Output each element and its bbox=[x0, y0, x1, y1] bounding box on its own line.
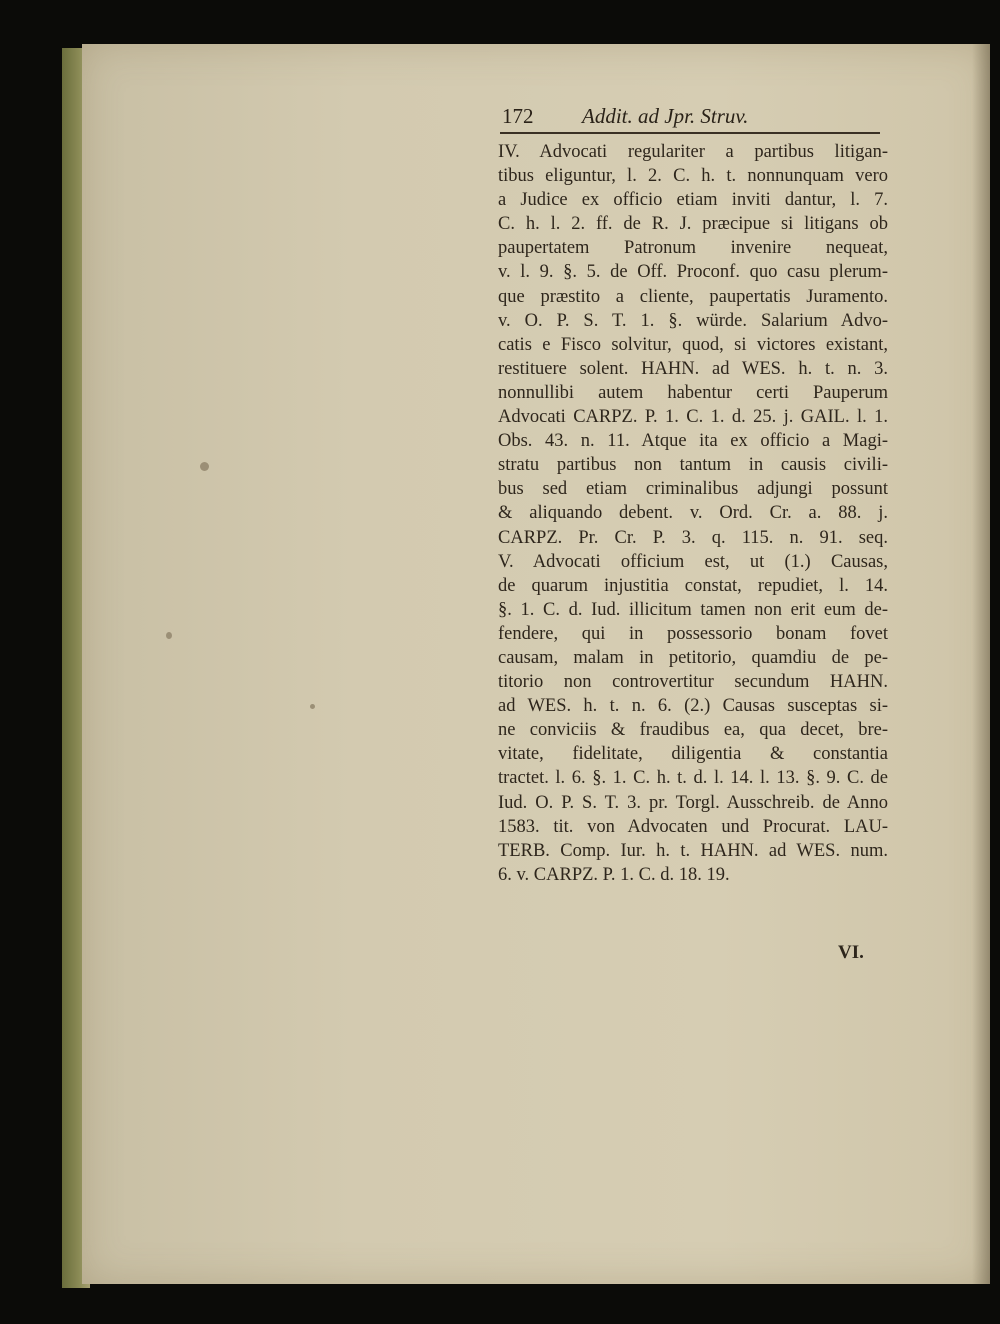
paper-spot bbox=[310, 704, 315, 709]
text-line: CARPZ. Pr. Cr. P. 3. q. 115. n. 91. seq. bbox=[498, 527, 888, 548]
text-line: ad WES. h. t. n. 6. (2.) Causas susceptas si- bbox=[498, 696, 888, 717]
text-line: v. l. 9. §. 5. de Off. Proconf. quo casu plerum- bbox=[498, 262, 888, 283]
text-line: bus sed etiam criminalibus adjungi possunt bbox=[498, 479, 888, 500]
body-text bbox=[498, 140, 888, 887]
text-line: fendere, qui in possessorio bonam fovet bbox=[498, 623, 888, 644]
text-line: IV. Advocati regulariter a partibus litigan- bbox=[498, 142, 888, 162]
text-line: stratu partibus non tantum in causis civili- bbox=[498, 455, 888, 476]
text-line: que præstito a cliente, paupertatis Juramento. bbox=[498, 286, 888, 307]
paper-spot bbox=[166, 632, 172, 639]
page-shadow bbox=[972, 44, 990, 1284]
text-line: 1583. tit. von Advocaten und Procurat. LAU- bbox=[498, 816, 888, 837]
text-line: a Judice ex officio etiam inviti dantur, l. 7. bbox=[498, 190, 888, 211]
text-line: causam, malam in petitorio, quamdiu de pe- bbox=[498, 647, 888, 668]
text-line: titorio non controvertitur secundum HAHN. bbox=[498, 672, 888, 693]
text-line: §. 1. C. d. Iud. illicitum tamen non erit eum de- bbox=[498, 599, 888, 620]
text-line: paupertatem Patronum invenire nequeat, bbox=[498, 238, 888, 259]
text-line: tibus eliguntur, l. 2. C. h. t. nonnunquam vero bbox=[498, 166, 888, 187]
text-line: & aliquando debent. v. Ord. Cr. a. 88. j. bbox=[498, 503, 888, 524]
text-line: vitate, fidelitate, diligentia & constantia bbox=[498, 744, 888, 765]
text-line: Obs. 43. n. 11. Atque ita ex officio a Magi- bbox=[498, 431, 888, 452]
header-rule bbox=[500, 132, 880, 134]
text-line: 6. v. CARPZ. P. 1. C. d. 18. 19. bbox=[498, 864, 730, 885]
text-line: restituere solent. HAHN. ad WES. h. t. n. 3. bbox=[498, 358, 888, 379]
text-line: v. O. P. S. T. 1. §. würde. Salarium Advo- bbox=[498, 310, 888, 331]
text-line: TERB. Comp. Iur. h. t. HAHN. ad WES. num. bbox=[498, 840, 888, 861]
catchword: VI. bbox=[838, 942, 864, 963]
text-line: tractet. l. 6. §. 1. C. h. t. d. l. 14. l. 13. §. 9. C. de bbox=[498, 768, 888, 789]
text-line: nonnullibi autem habentur certi Pauperum bbox=[498, 382, 888, 403]
text-line: catis e Fisco solvitur, quod, si victores existant, bbox=[498, 334, 888, 355]
text-line: de quarum injustitia constat, repudiet, l. 14. bbox=[498, 575, 888, 596]
text-line: Iud. O. P. S. T. 3. pr. Torgl. Ausschreib. de Anno bbox=[498, 792, 888, 813]
running-title: Addit. ad Jpr. Struv. bbox=[582, 104, 749, 128]
text-line: ne conviciis & fraudibus ea, qua decet, bre- bbox=[498, 720, 888, 741]
text-line: Advocati CARPZ. P. 1. C. 1. d. 25. j. GAIL. l. 1. bbox=[498, 407, 888, 428]
text-line: V. Advocati officium est, ut (1.) Causas, bbox=[498, 551, 888, 572]
page-number: 172 bbox=[502, 104, 534, 128]
text-line: C. h. l. 2. ff. de R. J. præcipue si litigans ob bbox=[498, 214, 888, 235]
paper-spot bbox=[200, 462, 209, 471]
page-header bbox=[502, 104, 882, 134]
